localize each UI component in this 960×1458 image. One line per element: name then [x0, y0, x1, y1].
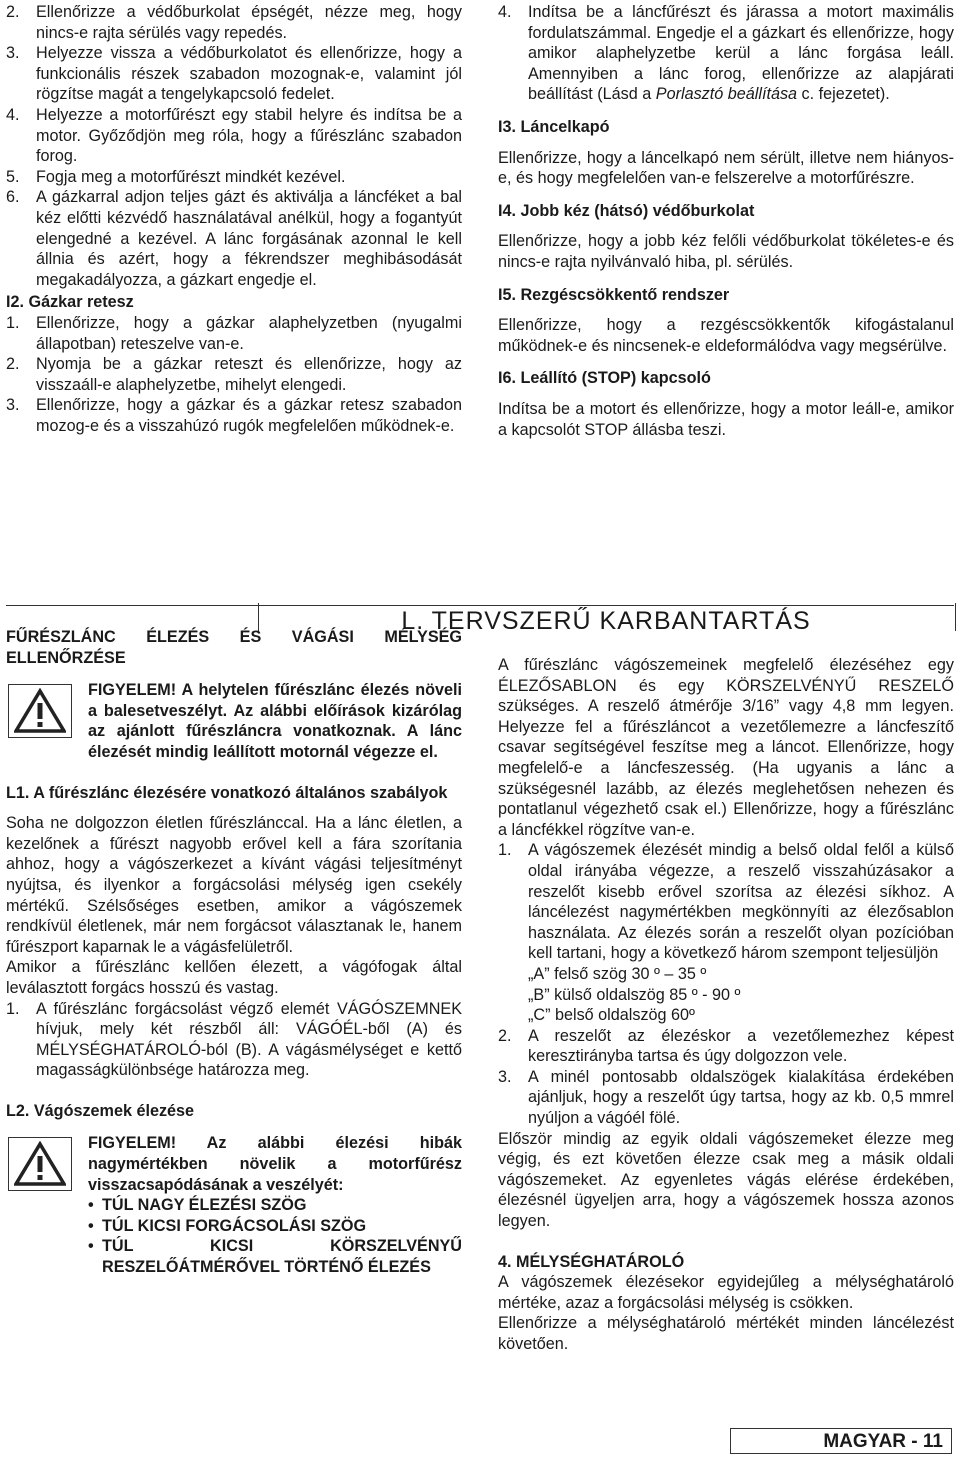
warning-text: FIGYELEM! Az alábbi élezési hibák nagymértékben növelik a motorfűrész visszacsapódásának a veszélyét:: [88, 1134, 462, 1194]
paragraph: Indítsa be a motort és ellenőrizze, hogy a motor leáll-e, amikor a kapcsolót STOP állásba teszi.: [498, 399, 954, 439]
angle-list: [498, 964, 954, 1026]
list-item: • TÚL KICSI FORGÁCSOLÁSI SZÖG: [88, 1216, 367, 1235]
warning-bullets: [88, 1195, 462, 1277]
paragraph: Ellenőrizze, hogy a jobb kéz felőli védőburkolat tökéletes-e és nincs-e rajta nyilvánvaló hiba, pl. sérülés.: [498, 232, 954, 271]
page-footer: MAGYAR - 11: [730, 1428, 952, 1454]
list-item: „A” felső szög 30 º – 35 º: [528, 964, 707, 983]
page-title: L. TERVSZERŰ KARBANTARTÁS: [401, 607, 811, 635]
list-item: 1. Ellenőrizze, hogy a gázkar alaphelyzetben (nyugalmi állapotban) reteszelve van-e.: [6, 313, 462, 353]
warning-text: FIGYELEM! A helytelen fűrészlánc élezés növeli a balesetveszélyt. Az alábbi előírások kizárólag az ajánlott fűrészláncra vonatkoznak. A lánc élezését mindig leállított motornál végezze el.: [88, 681, 462, 761]
list-item: 3. Helyezze vissza a védőburkolatot és ellenőrizze, hogy a funkcionális részek szabadon mozognak-e, valamint jól rögzítse magát a tengelykapcsoló fedelet.: [6, 44, 462, 104]
list-item: „B” külső oldalszög 85 º - 90 º: [528, 985, 741, 1004]
section-heading-i5: I5. Rezgéscsökkentő rendszer: [498, 285, 730, 304]
section-heading-i2: I2. Gázkar retesz: [6, 293, 134, 312]
right-bottom-column: [498, 655, 954, 1355]
left-top-column: [6, 2, 462, 436]
right-top-column: [498, 2, 954, 440]
list-item: • TÚL NAGY ÉLEZÉSI SZÖG: [88, 1196, 307, 1215]
section-heading-sharpening: FŰRÉSZLÁNC ÉLEZÉS ÉS VÁGÁSI MÉLYSÉG ELLENŐRZÉSE: [6, 628, 462, 667]
list-item: 6. A gázkarral adjon teljes gázt és aktiválja a láncféket a bal kéz előtti kézvédő használatával anélkül, hogy a fogantyút elengedné a kezével. A lánc forgásának azonnal le kell állnia és azért, hogy a fékrendszer meghibásodását megakadályozza, a gázkart engedje el.: [6, 188, 462, 289]
section-heading-i3: I3. Láncelkapó: [498, 117, 610, 136]
list-item: 5. Fogja meg a motorfűrészt mindkét kezével.: [6, 167, 346, 186]
paragraph: Először mindig az egyik oldali vágószemeket élezze meg végig, és ezt követően élezze csak meg a másik oldali vágószemeket. Az egyenletes vágás elérése érdekében, élezésnél ügyeljen arra, hogy a vágószemek hossza azonos legyen.: [498, 1129, 954, 1231]
list-item: 2. A reszelőt az élezéskor a vezetőlemezhez képest keresztirányba tartsa és úgy dolgozzon vele.: [498, 1026, 954, 1066]
list-item: 1. A vágószemek élezését mindig a belső oldal felől a külső oldal irányába végezze, a reszelő visszahúzásakor a reszelőt kisebb erővel szorítsa az élezési síkhoz. A láncélezést nagymértékben megkönnyíti az élezősablon használata. Az élezés során a reszelőt olyan pozícióban kell tartani, hogy a következő három szempont teljesüljön: [498, 841, 954, 963]
paragraph: Ellenőrizze, hogy a láncelkapó nem sérült, illetve nem hiányos-e, és hogy megfelelően van-e felszerelve a motorfűrészre.: [498, 148, 954, 188]
section-heading-l1: L1. A fűrészlánc élezésére vonatkozó általános szabályok: [6, 783, 448, 802]
section-heading-i6: I6. Leállító (STOP) kapcsoló: [498, 369, 711, 388]
warning-box: [6, 680, 462, 762]
list-item: 2. Nyomja be a gázkar reteszt és ellenőrizze, hogy az visszaáll-e alaphelyzetbe, mihelyt elengedi.: [6, 355, 462, 394]
list-item: 1. A fűrészlánc forgácsolást végző elemét VÁGÓSZEMNEK hívjuk, mely két részből áll: VÁGÓÉL-ből (A) és MÉLYSÉGHATÁROLÓ-ból (B). A vágásmélységet e kettő magasságkülönbsége határozza meg.: [6, 999, 462, 1080]
list-item: 3. Ellenőrizze, hogy a gázkar és a gázkar retesz szabadon mozog-e és a visszahúzó rugók megfelelően működnek-e.: [6, 396, 462, 435]
warning-triangle-icon: [8, 684, 72, 738]
paragraph: A vágószemek élezésekor egyidejűleg a mélységhatároló mértéke, azaz a forgácsolási mélység is csökken.: [498, 1273, 954, 1312]
section-heading-depth: 4. MÉLYSÉGHATÁROLÓ: [498, 1252, 685, 1271]
section-heading-l2: L2. Vágószemek élezése: [6, 1101, 195, 1120]
paragraph: Ellenőrizze, hogy a rezgéscsökkentők kifogástalanul működnek-e és nincsenek-e eldeformálódva vagy megsérülve.: [498, 316, 954, 355]
list-item: „C” belső oldalszög 60º: [528, 1006, 695, 1025]
list-item: 3. A minél pontosabb oldalszögek kialakítása érdekében ajánljuk, hogy a reszelőt úgy tartsa, hogy az kb. 0,5 mmrel nyúljon a vágóél fölé.: [498, 1067, 954, 1128]
paragraph: Soha ne dolgozzon életlen fűrészlánccal. Ha a lánc életlen, a kezelőnek a fűrészt nagyobb erővel kell a fára szorítania ahhoz, hogy a vágószerkezet a kívánt vágási teljesítményt nyújtsa, és ilyenkor a forgácsolási mélység igen csekély mértékű. Szélsőséges esetben, amikor a vágószemek rendkívül életlenek, már nem forgácsot választanak le, hanem fűrészport kaparnak le a vágásfelületről.: [6, 814, 462, 956]
warning-box: [6, 1133, 462, 1277]
warning-triangle-icon: [8, 1137, 72, 1191]
paragraph: A fűrészlánc vágószemeinek megfelelő élezéséhez egy ÉLEZŐSABLON és egy KÖRSZELVÉNYŰ RESZELŐ szükséges. A reszelő átmérője 3/16” vagy 4,8 mm legyen. Helyezze fel a fűrészláncot a vezetőlemezre a láncfeszítő csavar segítségével feszítse meg a láncot. Ellenőrizze, hogy megfelelő-e a láncfeszesség. (Ha ugyanis a lánc a szükségesnél lazább, az élezés meglehetősen nehezen és pontatlanul végezhető csak el.) Ellenőrizze, hogy a fűrészlánc a láncfékkel rögzítve van-e.: [498, 656, 954, 839]
list-item: 4. Helyezze a motorfűrészt egy stabil helyre és indítsa be a motor. Győződjön meg róla, hogy a fűrészlánc szabadon forog.: [6, 105, 462, 166]
section-heading-i4: I4. Jobb kéz (hátsó) védőburkolat: [498, 201, 755, 220]
left-bottom-column: [6, 625, 462, 1278]
list-item: 2. Ellenőrizze a védőburkolat épségét, nézze meg, hogy nincs-e rajta sérülés vagy repedés.: [6, 3, 462, 42]
paragraph: Ellenőrizze a mélységhatároló mértékét minden láncélezést követően.: [498, 1314, 954, 1353]
list-item: 4. Indítsa be a láncfűrészt és járassa a motort maximális fordulatszámmal. Engedje el a gázkart és ellenőrizze, hogy amikor alaphelyzetbe kerül a lánc forgása leáll. Amennyiben a lánc forog, ellenőrizze az alapjárati beállítást (Lásd a Porlasztó beállítása c. fejezetet).: [498, 3, 954, 104]
list-item: • TÚL KICSI KÖRSZELVÉNYŰ RESZELŐÁTMÉRŐVEL TÖRTÉNŐ ÉLEZÉS: [88, 1237, 462, 1277]
paragraph: Amikor a fűrészlánc kellően élezett, a vágófogak által leválasztott forgács hosszú és vastag.: [6, 958, 462, 997]
